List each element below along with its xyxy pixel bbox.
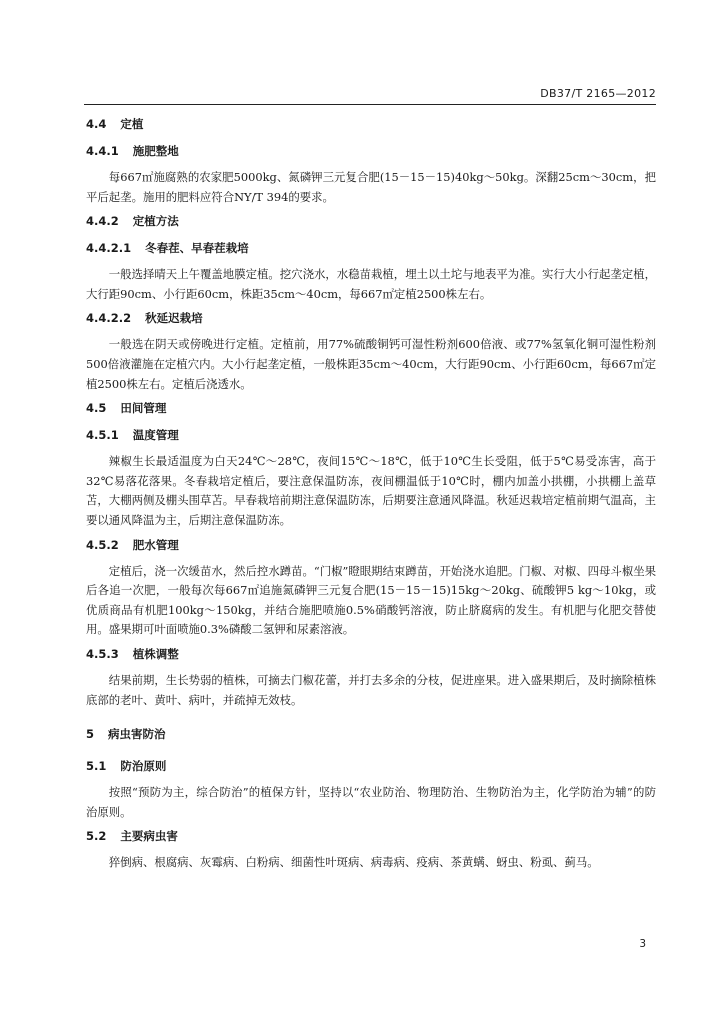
section-number: 4.5 xyxy=(86,401,107,416)
paragraph: 猝倒病、根腐病、灰霉病、白粉病、细菌性叶斑病、病毒病、疫病、茶黄螨、蚜虫、粉虱、蓟马。 xyxy=(108,855,599,870)
section-number: 5 xyxy=(86,727,95,742)
section-heading-4-5-1 xyxy=(86,427,656,443)
section-number: 4.4.2.1 xyxy=(86,241,132,256)
section-number: 4.5.2 xyxy=(86,537,119,552)
section-number: 4.5.1 xyxy=(86,428,119,443)
section-title: 定植 xyxy=(120,117,144,131)
section-number: 4.4.1 xyxy=(86,144,119,158)
section-number: 5.1 xyxy=(86,759,107,774)
section-title: 植株调整 xyxy=(132,646,179,661)
section-title: 田间管理 xyxy=(120,401,167,416)
section-heading-4-4-2 xyxy=(86,213,656,229)
section-number: 4.5.3 xyxy=(86,646,119,661)
document-code: DB37/T 2165—2012 xyxy=(540,87,656,100)
paragraph: 结果前期，生长势弱的植株，可摘去门椒花蕾，并打去多余的分枝，促进座果。进入盛果期后，及时摘除植株底部的老叶、黄叶、病叶，并疏掉无效枝。 xyxy=(86,672,656,707)
section-title: 病虫害防治 xyxy=(108,727,166,742)
section-title: 施肥整地 xyxy=(132,144,179,158)
section-number: 4.4 xyxy=(86,117,107,131)
section-title: 防治原则 xyxy=(120,759,167,774)
paragraph: 一般选择晴天上午覆盖地膜定植。挖穴浇水，水稳苗栽植，埋土以土坨与地表平为准。实行大小行起垄定植，大行距90cm、小行距60cm，株距35cm～40cm，每667㎡定植2500株左右。 xyxy=(86,267,656,301)
paragraph: 每667㎡施腐熟的农家肥5000kg、氮磷钾三元复合肥(15－15－15)40kg～50kg。深翻25cm～30cm，把平后起垄。施用的肥料应符合NY/T 394的要求。 xyxy=(86,170,656,204)
section-heading-5 xyxy=(86,726,656,742)
header-divider xyxy=(84,104,656,105)
document-body xyxy=(86,116,656,873)
section-title: 冬春茬、早春茬栽培 xyxy=(145,241,249,256)
section-heading-5-1 xyxy=(86,758,656,774)
page-number: 3 xyxy=(639,938,646,950)
paragraph: 按照“预防为主，综合防治”的植保方针，坚持以“农业防治、物理防治、生物防治为主，化学防治为辅”的防治原则。 xyxy=(86,785,656,819)
section-number: 4.4.2.2 xyxy=(86,311,132,326)
section-title: 主要病虫害 xyxy=(120,829,178,844)
section-heading-4-4 xyxy=(86,116,656,132)
section-title: 秋延迟栽培 xyxy=(145,311,203,326)
section-title: 肥水管理 xyxy=(132,537,179,552)
section-heading-4-4-2-1 xyxy=(86,240,656,256)
section-heading-4-5-3 xyxy=(86,646,656,662)
section-heading-4-5 xyxy=(86,400,656,416)
paragraph: 定植后，浇一次缓苗水，然后控水蹲苗。“门椒”瞪眼期结束蹲苗，开始浇水追肥。门椒、对椒、四母斗椒坐果后各追一次肥，一般每次每667㎡追施氮磷钾三元复合肥(15－15－15)15kg～20kg、硫酸钾5 kg～10kg，或优质商品有机肥100kg～150kg，并结合施肥喷施0.5%硝酸钙溶液，防止脐腐病的发生。有机肥与化肥交替使用。盛果期可叶面喷施0.3%磷酸二氢钾和尿素溶液。 xyxy=(86,563,656,637)
section-heading-5-2 xyxy=(86,828,656,844)
paragraph: 辣椒生长最适温度为白天24℃～28℃，夜间15℃～18℃，低于10℃生长受阻，低于5℃易受冻害，高于32℃易落花落果。冬春栽培定植后，要注意保温防冻，夜间棚温低于10℃时，棚内加盖小拱棚，小拱棚上盖草苫，大棚两侧及棚头围草苫。早春栽培前期注意保温防冻，后期要注意通风降温。秋延迟栽培定植前期气温高，主要以通风降温为主，后期注意保温防冻。 xyxy=(86,454,656,527)
paragraph: 一般选在阴天或傍晚进行定植。定植前，用77%硫酸铜钙可湿性粉剂600倍液、或77%氢氧化铜可湿性粉剂500倍液灌施在定植穴内。大小行起垄定植，一般株距35cm～40cm，大行距90cm、小行距60cm，每667㎡定植2500株左右。定植后浇透水。 xyxy=(86,337,656,391)
section-heading-4-4-1 xyxy=(86,143,656,159)
section-title: 温度管理 xyxy=(132,428,179,443)
section-number: 4.4.2 xyxy=(86,214,119,229)
section-number: 5.2 xyxy=(86,829,107,844)
section-title: 定植方法 xyxy=(132,214,179,229)
section-heading-4-5-2 xyxy=(86,537,656,553)
section-heading-4-4-2-2 xyxy=(86,310,656,326)
